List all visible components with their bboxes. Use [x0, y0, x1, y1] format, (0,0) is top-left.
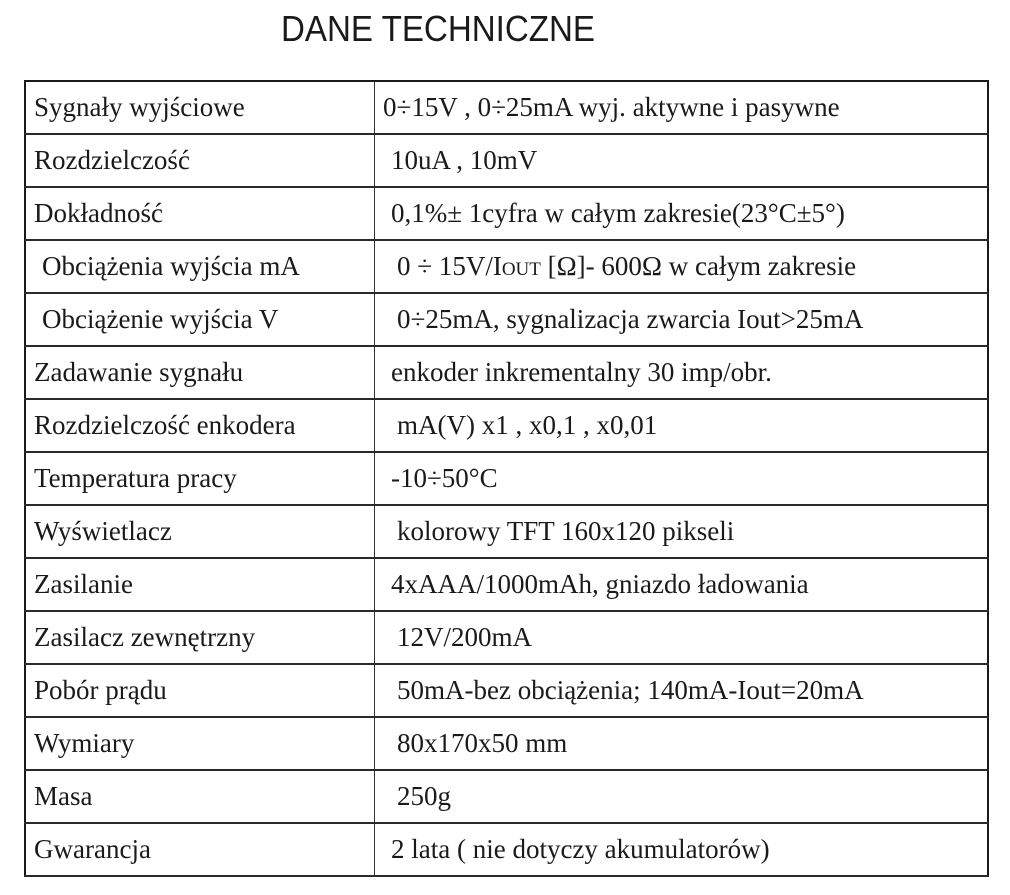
table-row	[25, 187, 988, 240]
spec-value: 10uA , 10mV	[375, 134, 989, 187]
table-row	[25, 134, 988, 187]
page-title: DANE TECHNICZNE	[280, 8, 596, 49]
spec-label: Obciążenie wyjścia V	[25, 293, 375, 346]
spec-label: Rozdzielczość enkodera	[25, 399, 375, 452]
spec-value-part: [Ω]- 600Ω w całym zakresie	[540, 251, 857, 281]
spec-label: Wyświetlacz	[25, 505, 375, 558]
spec-label: Zasilanie	[25, 558, 375, 611]
table-row	[25, 81, 988, 134]
spec-value: 2 lata ( nie dotyczy akumulatorów)	[375, 823, 989, 876]
spec-label: Sygnały wyjściowe	[25, 81, 375, 134]
spec-value: 0÷25mA, sygnalizacja zwarcia Iout>25mA	[375, 293, 989, 346]
spec-value: 0÷15V , 0÷25mA wyj. aktywne i pasywne	[375, 81, 989, 134]
spec-label: Rozdzielczość	[25, 134, 375, 187]
table-row	[25, 240, 988, 293]
spec-value: 80x170x50 mm	[375, 717, 989, 770]
spec-value-part: 0 ÷ 15V/I	[397, 251, 502, 281]
spec-value: 250g	[375, 770, 989, 823]
spec-value: enkoder inkrementalny 30 imp/obr.	[375, 346, 989, 399]
spec-value	[375, 240, 989, 293]
spec-label: Obciążenia wyjścia mA	[25, 240, 375, 293]
table-row	[25, 293, 988, 346]
spec-label: Dokładność	[25, 187, 375, 240]
spec-value: 12V/200mA	[375, 611, 989, 664]
table-row	[25, 717, 988, 770]
spec-label: Zasilacz zewnętrzny	[25, 611, 375, 664]
spec-label: Zadawanie sygnału	[25, 346, 375, 399]
spec-value: mA(V) x1 , x0,1 , x0,01	[375, 399, 989, 452]
spec-value-subscript: out	[501, 251, 541, 281]
spec-label: Wymiary	[25, 717, 375, 770]
table-row	[25, 346, 988, 399]
spec-value: 50mA-bez obciążenia; 140mA-Iout=20mA	[375, 664, 989, 717]
table-row	[25, 399, 988, 452]
table-row	[25, 558, 988, 611]
spec-value: -10÷50°C	[375, 452, 989, 505]
table-row	[25, 823, 988, 876]
table-row	[25, 664, 988, 717]
table-row	[25, 770, 988, 823]
table-row	[25, 611, 988, 664]
spec-label: Gwarancja	[25, 823, 375, 876]
spec-value: kolorowy TFT 160x120 pikseli	[375, 505, 989, 558]
spec-label: Temperatura pracy	[25, 452, 375, 505]
spec-value: 0,1%± 1cyfra w całym zakresie(23°C±5°)	[375, 187, 989, 240]
technical-specs-table	[24, 80, 989, 877]
table-row	[25, 452, 988, 505]
spec-label: Masa	[25, 770, 375, 823]
spec-label: Pobór prądu	[25, 664, 375, 717]
spec-value: 4xAAA/1000mAh, gniazdo ładowania	[375, 558, 989, 611]
table-row	[25, 505, 988, 558]
